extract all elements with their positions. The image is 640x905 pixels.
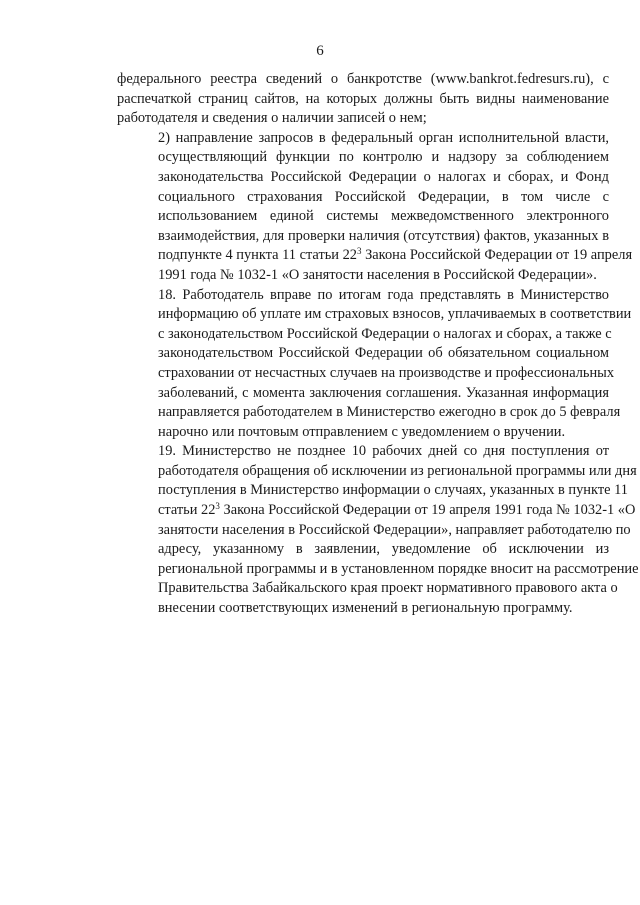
text-line: региональной программы и в установленном порядке вносит на рассмотрение: [158, 560, 639, 577]
paragraph-p4: [117, 442, 639, 618]
text-line: социального страхования Российской Федерации, в том числе с: [158, 188, 609, 205]
text-line: Правительства Забайкальского края проект нормативного правового акта о: [158, 580, 618, 597]
text-line: с законодательством Российской Федерации о налогах и сборах, а также с: [158, 325, 612, 342]
text-line: 18. Работодатель вправе по итогам года представлять в Министерство: [158, 286, 609, 303]
text-line: взаимодействия, для проверки наличия (отсутствия) фактов, указанных в: [158, 227, 609, 244]
document-body: [117, 70, 639, 619]
text-line: 2) направление запросов в федеральный орган исполнительной власти,: [158, 129, 609, 146]
text-line: страховании от несчастных случаев на производстве и профессиональных: [158, 364, 615, 381]
paragraph-p2: [117, 129, 633, 286]
page-number: 6: [316, 43, 324, 59]
text-line: законодательством Российской Федерации об обязательном социальном: [158, 345, 609, 362]
text-line: 19. Министерство не позднее 10 рабочих дней со дня поступления от: [158, 443, 609, 460]
text-line: занятости населения в Российской Федерации», направляет работодателю по: [158, 521, 631, 538]
text-line: работодателя и сведения о наличии записей о нем;: [117, 110, 427, 127]
text-line: федерального реестра сведений о банкротстве (www.bankrot.fedresurs.ru), с: [117, 71, 609, 87]
text-line: заболеваний, с момента заключения соглашения. Указанная информация: [158, 384, 609, 401]
text-line: информацию об уплате им страховых взносов, уплачиваемых в соответствии: [158, 306, 632, 323]
paragraph-p1: [117, 70, 609, 129]
text-line: работодателя обращения об исключении из региональной программы или дня: [158, 462, 637, 479]
text-line: распечаткой страниц сайтов, на которых должны быть видны наименование: [117, 90, 609, 107]
text-line: направляется работодателем в Министерство ежегодно в срок до 5 февраля: [158, 404, 621, 421]
text-line: нарочно или почтовым отправлением с уведомлением о вручении.: [158, 423, 566, 440]
text-line: осуществляющий функции по контролю и надзору за соблюдением: [158, 149, 609, 166]
text-line: статьи $22^3$ Закона Российской Федерации от 19 апреля 1991 года № 1032-1 «О: [158, 501, 636, 519]
paragraph-p3: [117, 286, 632, 443]
text-line: внесении соответствующих изменений в региональную программу.: [158, 600, 573, 617]
text-line: поступления в Министерство информации о случаях, указанных в пункте 11: [158, 482, 628, 499]
text-line: адресу, указанному в заявлении, уведомление об исключении из: [158, 541, 609, 558]
text-line: законодательства Российской Федерации о налогах и сборах, и Фонд: [158, 168, 609, 185]
text-line: 1991 года № 1032-1 «О занятости населения в Российской Федерации».: [158, 266, 597, 283]
text-line: подпункте 4 пункта 11 статьи $22^3$ Закона Российской Федерации от 19 апреля: [158, 246, 633, 264]
text-line: использованием единой системы межведомственного электронного: [158, 208, 609, 225]
